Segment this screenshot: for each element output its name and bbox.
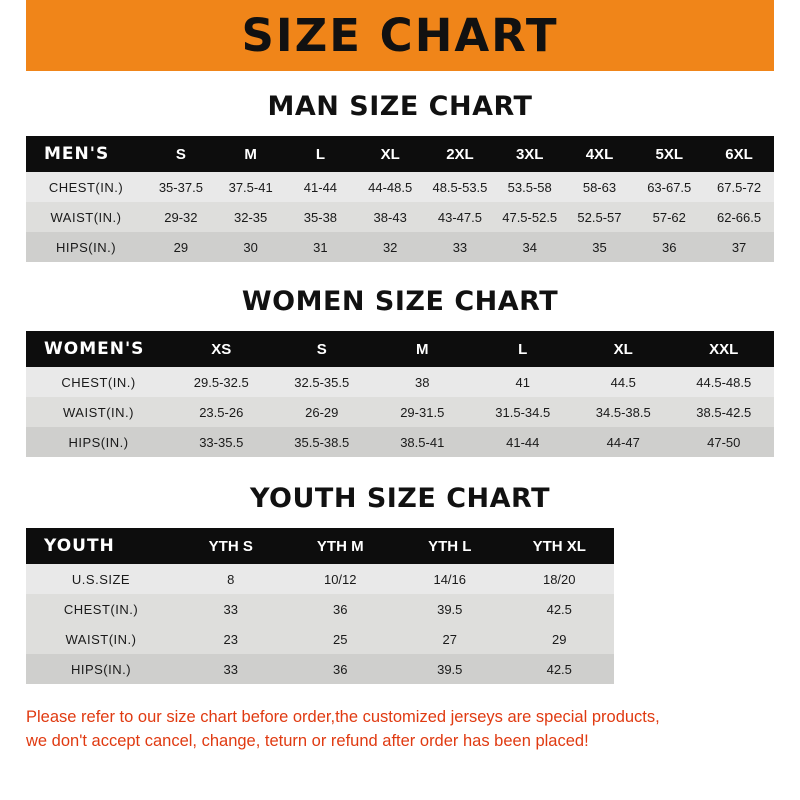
- cell: 23: [176, 624, 286, 654]
- column-header: XL: [355, 136, 425, 172]
- table-youth-sizes: [26, 528, 774, 684]
- cell: 32.5-35.5: [272, 367, 373, 397]
- cell: 67.5-72: [704, 172, 774, 202]
- cell: 38: [372, 367, 473, 397]
- table-men-sizes: [26, 136, 774, 262]
- cell: 30: [216, 232, 286, 262]
- cell: 8: [176, 564, 286, 594]
- cell: 37: [704, 232, 774, 262]
- table-row: [26, 367, 774, 397]
- cell: 41-44: [286, 172, 356, 202]
- column-header: XL: [573, 331, 674, 367]
- table-row: [26, 427, 774, 457]
- column-header: 5XL: [634, 136, 704, 172]
- cell: 41-44: [473, 427, 574, 457]
- cell: 29.5-32.5: [171, 367, 272, 397]
- column-header: L: [286, 136, 356, 172]
- cell: 33: [176, 654, 286, 684]
- cell: 14/16: [395, 564, 505, 594]
- table-header-label: MEN'S: [26, 136, 146, 172]
- cell: 36: [286, 654, 396, 684]
- table-header-row: [26, 136, 774, 172]
- cell: 35-37.5: [146, 172, 216, 202]
- cell: 34: [495, 232, 565, 262]
- table-row: [26, 232, 774, 262]
- column-header: YTH L: [395, 528, 505, 564]
- cell: 39.5: [395, 654, 505, 684]
- cell: 41: [473, 367, 574, 397]
- cell: 33-35.5: [171, 427, 272, 457]
- cell: 29: [146, 232, 216, 262]
- page-title: SIZE CHART: [241, 9, 559, 62]
- cell: 48.5-53.5: [425, 172, 495, 202]
- cell: 53.5-58: [495, 172, 565, 202]
- table-header-label: WOMEN'S: [26, 331, 171, 367]
- section-title-youth: YOUTH SIZE CHART: [249, 483, 551, 514]
- row-label: HIPS(IN.): [26, 232, 146, 262]
- cell: 35.5-38.5: [272, 427, 373, 457]
- column-header: M: [216, 136, 286, 172]
- table-header-row: [26, 331, 774, 367]
- column-header: YTH S: [176, 528, 286, 564]
- cell: 63-67.5: [634, 172, 704, 202]
- column-header: S: [272, 331, 373, 367]
- section-man-size-chart: [0, 91, 800, 262]
- cell: 33: [176, 594, 286, 624]
- table-row: [26, 397, 774, 427]
- row-label: WAIST(IN.): [26, 397, 171, 427]
- table-women-sizes: [26, 331, 774, 457]
- cell: 29: [505, 624, 615, 654]
- column-header: 6XL: [704, 136, 774, 172]
- spacer-cell: [614, 654, 774, 684]
- table-row: [26, 564, 774, 594]
- cell: 43-47.5: [425, 202, 495, 232]
- cell: 35: [565, 232, 635, 262]
- column-header: 2XL: [425, 136, 495, 172]
- table-row: [26, 172, 774, 202]
- disclaimer-note: [26, 706, 774, 754]
- cell: 44.5-48.5: [674, 367, 775, 397]
- cell: 42.5: [505, 654, 615, 684]
- cell: 42.5: [505, 594, 615, 624]
- row-label: U.S.SIZE: [26, 564, 176, 594]
- disclaimer-line-1: Please refer to our size chart before order,the customized jerseys are special products,: [26, 708, 660, 726]
- spacer-cell: [614, 594, 774, 624]
- column-header: 4XL: [565, 136, 635, 172]
- column-header: L: [473, 331, 574, 367]
- table-row: [26, 202, 774, 232]
- cell: 36: [286, 594, 396, 624]
- cell: 62-66.5: [704, 202, 774, 232]
- column-header: 3XL: [495, 136, 565, 172]
- cell: 29-31.5: [372, 397, 473, 427]
- column-header: YTH M: [286, 528, 396, 564]
- row-label: CHEST(IN.): [26, 594, 176, 624]
- cell: 29-32: [146, 202, 216, 232]
- row-label: HIPS(IN.): [26, 654, 176, 684]
- cell: 57-62: [634, 202, 704, 232]
- row-label: WAIST(IN.): [26, 202, 146, 232]
- cell: 52.5-57: [565, 202, 635, 232]
- spacer-cell: [614, 564, 774, 594]
- row-label: HIPS(IN.): [26, 427, 171, 457]
- cell: 32: [355, 232, 425, 262]
- cell: 39.5: [395, 594, 505, 624]
- cell: 44-48.5: [355, 172, 425, 202]
- section-women-size-chart: [0, 286, 800, 457]
- cell: 35-38: [286, 202, 356, 232]
- section-title-women: WOMEN SIZE CHART: [241, 286, 559, 317]
- cell: 38-43: [355, 202, 425, 232]
- column-header: XS: [171, 331, 272, 367]
- column-header: S: [146, 136, 216, 172]
- disclaimer-line-2: we don't accept cancel, change, teturn or refund after order has been placed!: [26, 731, 589, 750]
- table-row: [26, 594, 774, 624]
- cell: 25: [286, 624, 396, 654]
- column-header: M: [372, 331, 473, 367]
- cell: 44.5: [573, 367, 674, 397]
- spacer-cell: [614, 528, 774, 564]
- cell: 36: [634, 232, 704, 262]
- cell: 44-47: [573, 427, 674, 457]
- cell: 34.5-38.5: [573, 397, 674, 427]
- cell: 47-50: [674, 427, 775, 457]
- cell: 37.5-41: [216, 172, 286, 202]
- cell: 47.5-52.5: [495, 202, 565, 232]
- cell: 18/20: [505, 564, 615, 594]
- cell: 31: [286, 232, 356, 262]
- column-header: XXL: [674, 331, 775, 367]
- cell: 38.5-41: [372, 427, 473, 457]
- row-label: CHEST(IN.): [26, 172, 146, 202]
- cell: 10/12: [286, 564, 396, 594]
- table-header-label: YOUTH: [26, 528, 176, 564]
- table-row: [26, 654, 774, 684]
- table-row: [26, 624, 774, 654]
- cell: 31.5-34.5: [473, 397, 574, 427]
- table-header-row: [26, 528, 774, 564]
- section-title-man: MAN SIZE CHART: [267, 91, 533, 122]
- cell: 26-29: [272, 397, 373, 427]
- column-header: YTH XL: [505, 528, 615, 564]
- header-band: [0, 0, 800, 71]
- cell: 58-63: [565, 172, 635, 202]
- row-label: WAIST(IN.): [26, 624, 176, 654]
- row-label: CHEST(IN.): [26, 367, 171, 397]
- cell: 27: [395, 624, 505, 654]
- cell: 32-35: [216, 202, 286, 232]
- cell: 33: [425, 232, 495, 262]
- cell: 38.5-42.5: [674, 397, 775, 427]
- spacer-cell: [614, 624, 774, 654]
- cell: 23.5-26: [171, 397, 272, 427]
- section-youth-size-chart: [0, 483, 800, 684]
